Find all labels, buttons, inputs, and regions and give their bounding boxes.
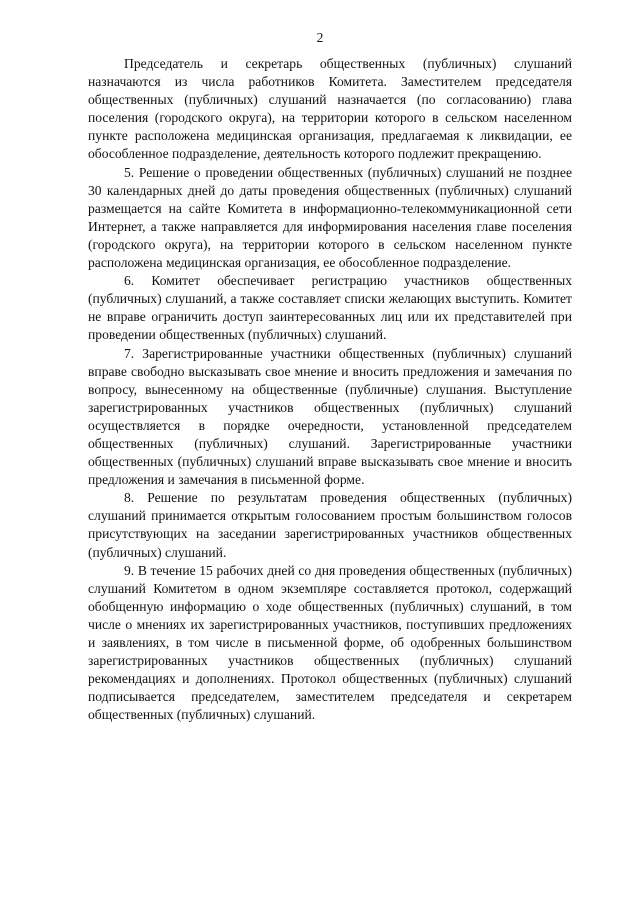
document-body <box>88 55 572 724</box>
paragraph-8-voting: 8. Решение по результатам проведения общественных (публичных) слушаний принимается открытым голосованием простым большинством голосов присутствующих на заседании зарегистрированных участников общественных (публичных) слушаний. <box>88 490 572 560</box>
paragraph-6-registration: 6. Комитет обеспечивает регистрацию участников общественных (публичных) слушаний, а также составляет списки желающих выступить. Комитет не вправе ограничить доступ заинтересованных лиц или их представителей при проведении общественных (публичных) слушаний. <box>88 273 572 343</box>
page-number: 2 <box>316 30 324 45</box>
paragraph-9-protocol: 9. В течение 15 рабочих дней со дня проведения общественных (публичных) слушаний Комитетом в одном экземпляре составляется протокол, содержащий обобщенную информацию о ходе общественных (публичных) слушаний, в том числе о мнениях их зарегистрированных участников, поступивших предложениях и заявлениях, в том числе в письменной форме, об одобренных большинством зарегистрированных участников общественных (публичных) слушаний рекомендациях и дополнениях. Протокол общественных (публичных) слушаний подписывается председателем, заместителем председателя и секретарем общественных (публичных) слушаний. <box>88 562 572 723</box>
paragraph-chair-and-secretary: Председатель и секретарь общественных (публичных) слушаний назначаются из числа работников Комитета. Заместителем председателя общественных (публичных) слушаний назначается (по согласованию) глава поселения (городского округа), на территории которого в сельском населенном пункте расположена медицинская организация, предлагаемая к ликвидации, ее обособленное подразделение, деятельность которого подлежит прекращению. <box>88 56 572 162</box>
paragraph-5-decision-publication: 5. Решение о проведении общественных (публичных) слушаний не позднее 30 календарных дней до даты проведения общественных (публичных) слушаний размещается на сайте Комитета в информационно-телекоммуникационной сети Интернет, а также направляется для информирования населения главе поселения (городского округа), на территории которого в сельском населенном пункте расположена медицинская организация, ее обособленное подразделение. <box>88 164 572 271</box>
paragraph-7-participant-rights: 7. Зарегистрированные участники общественных (публичных) слушаний вправе свободно высказывать свое мнение и вносить предложения и замечания по вопросу, вынесенному на общественные (публичные) слушания. Выступление зарегистрированных участников общественных (публичных) слушаний осуществляется в порядке очередности, установленной председателем общественных (публичных) слушаний. Зарегистрированные участники общественных (публичных) слушаний вправе высказывать свое мнение и вносить предложения и замечания в письменной форме. <box>88 345 572 488</box>
